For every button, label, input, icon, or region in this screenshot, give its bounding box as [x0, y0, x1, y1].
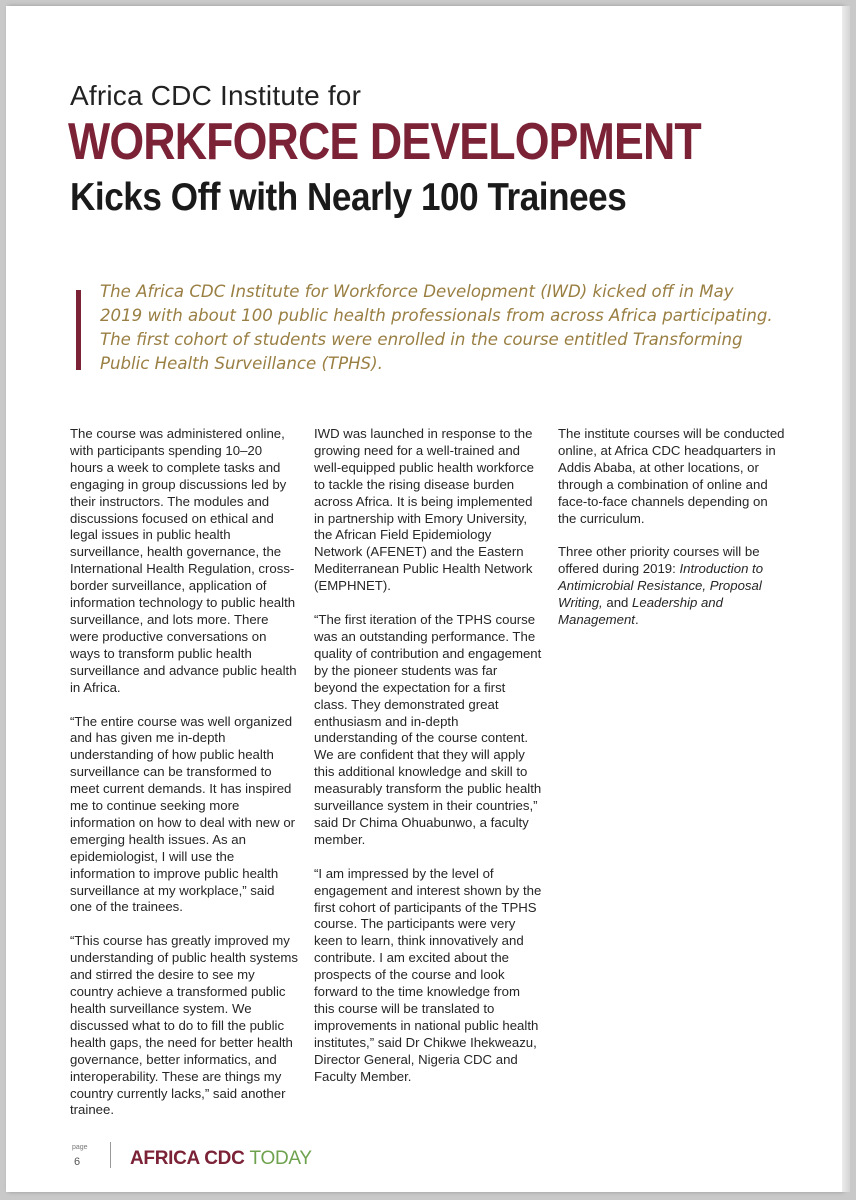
course-name: Leadership and Management [558, 595, 723, 628]
closing-end: . [634, 612, 639, 628]
column-3 [558, 426, 786, 646]
course-name: Proposal Writing, [558, 578, 762, 611]
footer-brand-name: AFRICA CDC [130, 1148, 245, 1169]
footer-page-number: 6 [74, 1156, 81, 1168]
lead-accent-bar [76, 290, 81, 370]
closing-paragraph [558, 544, 786, 629]
magazine-page [6, 6, 842, 1192]
closing-intro: Three other priority courses will be offered during 2019: [558, 544, 760, 577]
page-edge-shadow [842, 6, 850, 1192]
article-lead: The Africa CDC Institute for Workforce Development (IWD) kicked off in May 2019 with about 100 public health professionals from across Africa participating. The first cohort of students were enrolled in the course entitled Transforming Public Health Surveillance (TPHS). [100, 282, 773, 373]
body-paragraph: “The first iteration of the TPHS course was an outstanding performance. The quality of contribution and engagement by the pioneer students was far beyond the expectation for a first class. They demonstrated great enthusiasm and in-depth understanding of the course content. We are confident that they will apply this additional knowledge and skill to measurably transform the public health surveillance system in their countries,” said Dr Chima Ohuabunwo, a faculty member. [314, 612, 542, 847]
footer-brand-suffix: TODAY [249, 1148, 312, 1169]
body-paragraph: “This course has greatly improved my understanding of public health systems and stirred the desire to see my country achieve a transformed public health surveillance system. We discussed what to do to fill the public health gaps, the need for better health governance, better informatics, and interoperability. These are things my country currently lacks,” said another trainee. [70, 933, 298, 1118]
column-2 [314, 426, 542, 1086]
footer-brand [130, 1148, 312, 1170]
course-name: Introduction to Antimicrobial Resistance, [558, 561, 764, 594]
body-paragraph: “I am impressed by the level of engagement and interest shown by the first cohort of participants of the TPHS course. The participants were very keen to learn, think innovatively and contribute. I am excited about the prospects of the course and look forward to the time knowledge from this course will be translated to improvements in national public health institutes,” said Dr Chikwe Ihekweazu, Director General, Nigeria CDC and Faculty Member. [314, 865, 542, 1084]
body-paragraph: “The entire course was well organized and has given me in-depth understanding of how public health surveillance can be transformed to meet current demands. It has inspired me to continue seeking more information on how to deal with new or emerging health issues. As an epidemiologist, I will use the information to improve public health surveillance at my workplace,” said one of the trainees. [70, 713, 296, 915]
closing-and: and [602, 595, 633, 611]
article-subhead: Kicks Off with Nearly 100 Trainees [70, 176, 627, 219]
article-headline: WORKFORCE DEVELOPMENT [68, 113, 701, 171]
article-kicker: Africa CDC Institute for [70, 80, 362, 111]
body-paragraph: IWD was launched in response to the growing need for a well-trained and well-equipped public health workforce to tackle the rising disease burden across Africa. It is being implemented in partnership with Emory University, the African Field Epidemiology Network (AFENET) and the Eastern Mediterranean Public Health Network (EMPHNET). [314, 426, 534, 594]
body-paragraph: The institute courses will be conducted online, at Africa CDC headquarters in Addis Ababa, at other locations, or through a combination of online and face-to-face channels depending on the curriculum. [558, 426, 785, 526]
body-paragraph: The course was administered online, with participants spending 10–20 hours a week to complete tasks and engaging in group discussions led by their instructors. The modules and discussions focused on ethical and legal issues in public health surveillance, health governance, the International Health Regulation, cross-border surveillance, application of information technology to public health surveillance, and lots more. There were productive conversations on ways to transform public health surveillance and advance public health in Africa. [70, 426, 297, 695]
footer-page-label: page [72, 1144, 88, 1151]
footer-divider [110, 1142, 111, 1168]
column-1 [70, 426, 298, 1136]
